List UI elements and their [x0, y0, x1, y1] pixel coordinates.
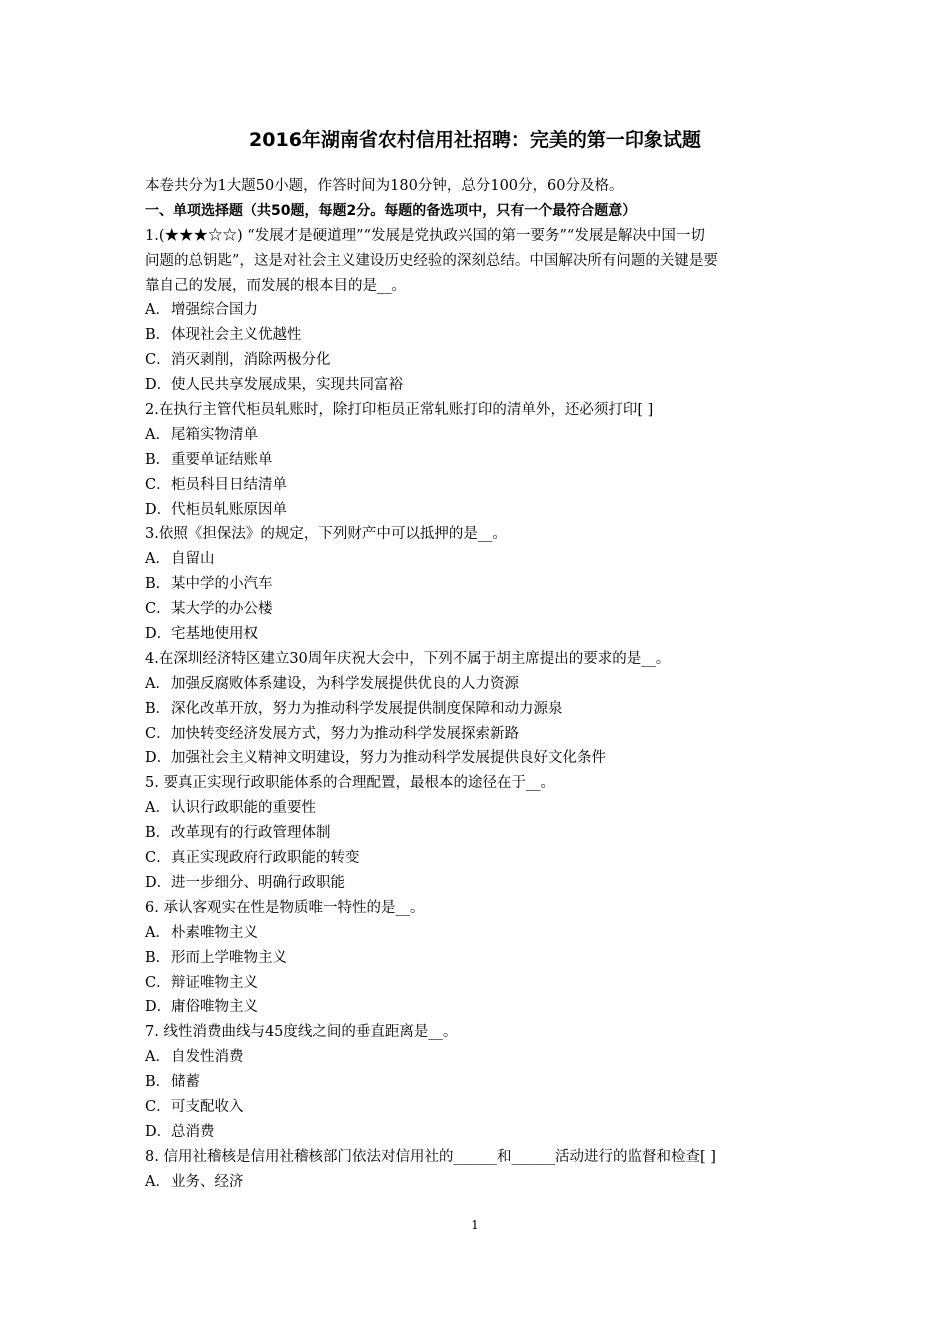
answer-option — [145, 473, 815, 498]
option-letter: B． — [145, 949, 171, 966]
answer-option — [145, 597, 815, 622]
question-item — [145, 771, 815, 895]
option-text: 加强社会主义精神文明建设，努力为推动科学发展提供良好文化条件 — [171, 750, 606, 767]
option-letter: D． — [145, 1123, 172, 1140]
answer-option — [145, 995, 815, 1020]
option-letter: A． — [145, 1173, 170, 1190]
option-letter: B． — [145, 576, 171, 593]
option-text: 储蓄 — [171, 1074, 200, 1091]
option-letter: C． — [145, 974, 171, 991]
option-text: 尾箱实物清单 — [171, 426, 258, 443]
option-text: 使人民共享发展成果，实现共同富裕 — [171, 377, 403, 394]
option-letter: C． — [145, 352, 171, 369]
option-letter: C． — [145, 850, 171, 867]
answer-option — [145, 796, 815, 821]
answer-option — [145, 298, 815, 323]
option-text: 进一步细分、明确行政职能 — [171, 874, 345, 891]
option-letter: D． — [145, 501, 172, 518]
option-text: 加快转变经济发展方式，努力为推动科学发展探索新路 — [171, 725, 519, 742]
option-text: 真正实现政府行政职能的转变 — [171, 850, 360, 867]
question-item — [145, 1145, 815, 1195]
question-item — [145, 1020, 815, 1144]
answer-option — [145, 323, 815, 348]
option-text: 自发性消费 — [171, 1049, 244, 1066]
option-letter: B． — [145, 451, 171, 468]
answer-option — [145, 722, 815, 747]
answer-option — [145, 672, 815, 697]
option-letter: A． — [145, 426, 170, 443]
answer-option — [145, 1095, 815, 1120]
option-text: 庸俗唯物主义 — [171, 999, 258, 1016]
option-letter: A． — [145, 800, 170, 817]
option-text: 体现社会主义优越性 — [171, 327, 302, 344]
answer-option — [145, 572, 815, 597]
option-letter: A． — [145, 675, 170, 692]
option-text: 业务、经济 — [171, 1173, 244, 1190]
answer-option — [145, 498, 815, 523]
answer-option — [145, 1045, 815, 1070]
option-text: 加强反腐败体系建设，为科学发展提供优良的人力资源 — [171, 675, 519, 692]
question-text: 1.(★★★☆☆) “发展才是硬道理”“发展是党执政兴国的第一要务”“发展是解决中国一切 — [145, 227, 705, 244]
answer-option — [145, 547, 815, 572]
option-letter: D． — [145, 626, 172, 643]
option-text: 某大学的办公楼 — [171, 601, 273, 618]
option-text: 认识行政职能的重要性 — [171, 800, 316, 817]
document-body — [145, 174, 815, 1195]
option-text: 朴素唯物主义 — [171, 924, 258, 941]
option-letter: D． — [145, 377, 172, 394]
answer-option — [145, 871, 815, 896]
question-item — [145, 647, 815, 771]
option-letter: C． — [145, 601, 171, 618]
page-number: 1 — [471, 1218, 479, 1232]
answer-option — [145, 1120, 815, 1145]
question-item — [145, 522, 815, 646]
question-text: 8. 信用社稽核是信用社稽核部门依法对信用社的______和______活动进行的监督和检查[ ] — [145, 1148, 716, 1165]
question-item — [145, 896, 815, 1020]
question-item — [145, 224, 815, 398]
question-text: 靠自己的发展，而发展的根本目的是__。 — [145, 277, 406, 294]
option-text: 柜员科目日结清单 — [171, 476, 287, 493]
option-text: 自留山 — [171, 551, 215, 568]
document-title: 2016年湖南省农村信用社招聘：完美的第一印象试题 — [249, 129, 701, 151]
option-letter: D． — [145, 999, 172, 1016]
option-text: 某中学的小汽车 — [171, 576, 273, 593]
option-letter: B． — [145, 1074, 171, 1091]
answer-option — [145, 946, 815, 971]
option-letter: C． — [145, 1098, 171, 1115]
option-text: 增强综合国力 — [171, 302, 258, 319]
section-heading: 一、单项选择题（共50题，每题2分。每题的备选项中，只有一个最符合题意） — [145, 202, 637, 219]
option-text: 可支配收入 — [171, 1098, 244, 1115]
question-list — [145, 224, 815, 1195]
question-text: 问题的总钥匙”，这是对社会主义建设历史经验的深刻总结。中国解决所有问题的关键是要 — [145, 252, 718, 269]
answer-option — [145, 448, 815, 473]
option-letter: C． — [145, 725, 171, 742]
answer-option — [145, 373, 815, 398]
question-text: 4.在深圳经济特区建立30周年庆祝大会中，下列不属于胡主席提出的要求的是__。 — [145, 650, 671, 667]
answer-option — [145, 821, 815, 846]
answer-option — [145, 971, 815, 996]
option-text: 重要单证结账单 — [171, 451, 273, 468]
option-letter: B． — [145, 700, 171, 717]
question-text: 3.依照《担保法》的规定，下列财产中可以抵押的是__。 — [145, 526, 507, 543]
option-letter: A． — [145, 1049, 170, 1066]
option-text: 改革现有的行政管理体制 — [171, 825, 331, 842]
answer-option — [145, 348, 815, 373]
option-letter: A． — [145, 551, 170, 568]
option-letter: C． — [145, 476, 171, 493]
option-letter: A． — [145, 302, 170, 319]
option-text: 总消费 — [171, 1123, 215, 1140]
answer-option — [145, 846, 815, 871]
answer-option — [145, 1170, 815, 1195]
option-letter: A． — [145, 924, 170, 941]
question-text: 6. 承认客观实在性是物质唯一特性的是__。 — [145, 899, 425, 916]
answer-option — [145, 746, 815, 771]
option-text: 辩证唯物主义 — [171, 974, 258, 991]
option-text: 代柜员轧账原因单 — [171, 501, 287, 518]
option-letter: B． — [145, 327, 171, 344]
option-text: 消灭剥削，消除两极分化 — [171, 352, 331, 369]
option-text: 形而上学唯物主义 — [171, 949, 287, 966]
question-text: 5. 要真正实现行政职能体系的合理配置，最根本的途径在于__。 — [145, 775, 555, 792]
option-text: 深化改革开放，努力为推动科学发展提供制度保障和动力源泉 — [171, 700, 563, 717]
question-item — [145, 398, 815, 522]
answer-option — [145, 697, 815, 722]
option-letter: B． — [145, 825, 171, 842]
option-text: 宅基地使用权 — [171, 626, 258, 643]
answer-option — [145, 622, 815, 647]
answer-option — [145, 1070, 815, 1095]
intro-text: 本卷共分为1大题50小题，作答时间为180分钟，总分100分，60分及格。 — [145, 178, 624, 194]
question-text: 7. 线性消费曲线与45度线之间的垂直距离是__。 — [145, 1024, 458, 1041]
option-letter: D． — [145, 750, 172, 767]
option-letter: D． — [145, 874, 172, 891]
answer-option — [145, 921, 815, 946]
question-text: 2.在执行主管代柜员轧账时，除打印柜员正常轧账打印的清单外，还必须打印[ ] — [145, 402, 654, 419]
answer-option — [145, 423, 815, 448]
